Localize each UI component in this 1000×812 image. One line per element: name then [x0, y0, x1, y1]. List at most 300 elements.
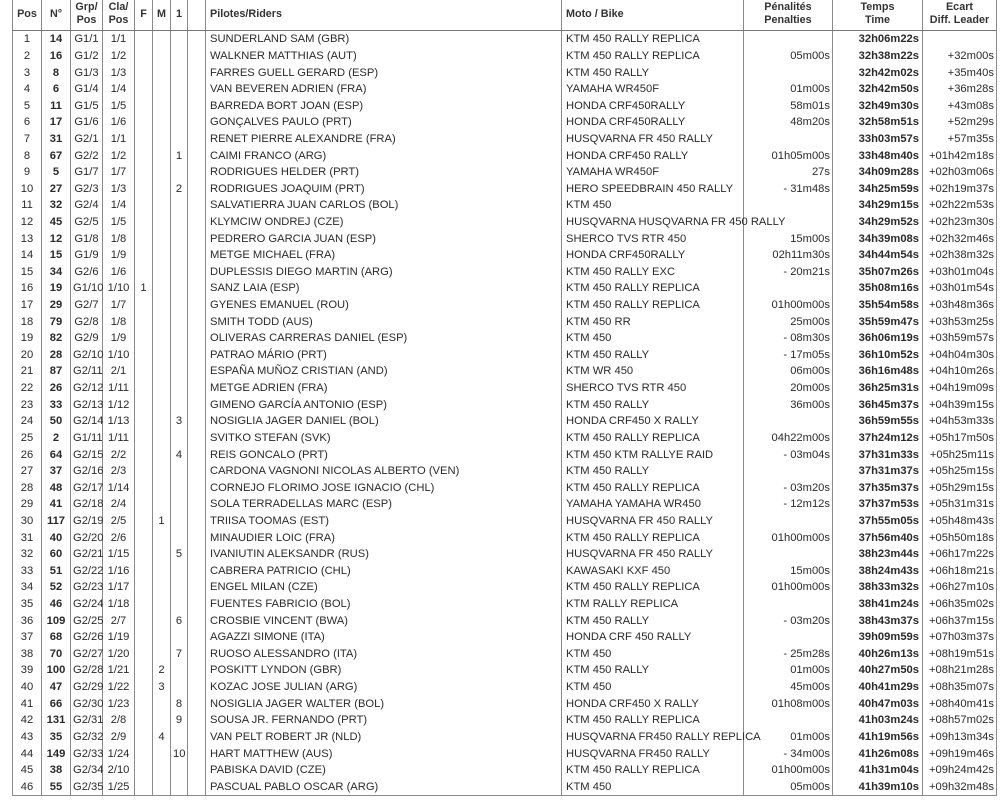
- row-m: [153, 396, 171, 413]
- row-rider: TRIISA TOOMAS (EST): [206, 513, 562, 530]
- row-penalty: 45m00s: [744, 679, 833, 696]
- row-one: [171, 214, 188, 231]
- table-row: [13, 164, 997, 181]
- table-row: [13, 546, 997, 563]
- row-penalty: [744, 712, 833, 729]
- row-one: [171, 64, 188, 81]
- row-pos: 39: [13, 662, 42, 679]
- row-rider: KOZAC JOSE JULIAN (ARG): [206, 679, 562, 696]
- row-diff-leader: +05h50m18s: [923, 529, 997, 546]
- table-row: [13, 114, 997, 131]
- row-group-pos: G2/15: [71, 446, 103, 463]
- row-group-pos: G2/28: [71, 662, 103, 679]
- row-diff-leader: +08h57m02s: [923, 712, 997, 729]
- row-pos: 35: [13, 596, 42, 613]
- row-rider: SUNDERLAND SAM (GBR): [206, 31, 562, 48]
- row-pos: 4: [13, 81, 42, 98]
- row-group-pos: G1/2: [71, 48, 103, 65]
- table-row: [13, 762, 997, 779]
- row-m: [153, 563, 171, 580]
- row-one: [171, 513, 188, 530]
- row-f: [135, 48, 153, 65]
- row-bike: KTM 450 RALLY REPLICA: [562, 430, 744, 447]
- row-time: 32h49m30s: [833, 97, 923, 114]
- table-row: [13, 446, 997, 463]
- row-bike: KTM 450 RR: [562, 313, 744, 330]
- row-group-pos: G1/4: [71, 81, 103, 98]
- row-time: 35h08m16s: [833, 280, 923, 297]
- row-bike: HERO SPEEDBRAIN 450 RALLY: [562, 180, 744, 197]
- row-m: [153, 164, 171, 181]
- row-diff-leader: +05h31m31s: [923, 496, 997, 513]
- row-time: 36h06m19s: [833, 330, 923, 347]
- row-m: [153, 529, 171, 546]
- row-pos: 15: [13, 264, 42, 281]
- row-rider: CARDONA VAGNONI NICOLAS ALBERTO (VEN): [206, 463, 562, 480]
- row-m: [153, 330, 171, 347]
- row-penalty: [744, 280, 833, 297]
- row-one: [171, 729, 188, 746]
- row-time: 41h26m08s: [833, 745, 923, 762]
- row-bike: YAMAHA YAMAHA WR450: [562, 496, 744, 513]
- row-time: 35h59m47s: [833, 313, 923, 330]
- row-time: 38h41m24s: [833, 596, 923, 613]
- row-number: 6: [42, 81, 71, 98]
- row-time: 36h25m31s: [833, 380, 923, 397]
- row-diff-leader: +52m29s: [923, 114, 997, 131]
- header-diff-leader: [923, 0, 997, 31]
- row-penalty: [744, 31, 833, 48]
- row-group-pos: G2/25: [71, 612, 103, 629]
- row-pos: 17: [13, 297, 42, 314]
- row-bike: YAMAHA WR450F: [562, 164, 744, 181]
- row-blank: [188, 97, 206, 114]
- row-m: [153, 197, 171, 214]
- row-diff-leader: +02h03m06s: [923, 164, 997, 181]
- row-bike: HUSQVARNA FR450 RALLY REPLICA: [562, 729, 744, 746]
- row-blank: [188, 629, 206, 646]
- row-f: [135, 662, 153, 679]
- row-diff-leader: +05h48m43s: [923, 513, 997, 530]
- row-bike: HONDA CRF450 X RALLY: [562, 695, 744, 712]
- row-time: 32h06m22s: [833, 31, 923, 48]
- row-number: 55: [42, 778, 71, 795]
- row-m: [153, 214, 171, 231]
- row-bike: KTM 450 RALLY: [562, 396, 744, 413]
- row-pos: 40: [13, 679, 42, 696]
- row-one: [171, 579, 188, 596]
- row-class-pos: 1/18: [103, 596, 135, 613]
- row-class-pos: 2/1: [103, 363, 135, 380]
- row-f: [135, 97, 153, 114]
- row-blank: [188, 214, 206, 231]
- row-group-pos: G2/17: [71, 479, 103, 496]
- row-f: [135, 513, 153, 530]
- row-diff-leader: +06h37m15s: [923, 612, 997, 629]
- row-penalty: [744, 546, 833, 563]
- header-number: N°: [42, 0, 71, 31]
- row-m: [153, 762, 171, 779]
- row-time: 37h56m40s: [833, 529, 923, 546]
- row-f: [135, 446, 153, 463]
- header-diff-line2: Diff. Leader: [929, 14, 990, 26]
- row-blank: [188, 131, 206, 148]
- row-one: [171, 380, 188, 397]
- table-row: [13, 31, 997, 48]
- row-group-pos: G2/8: [71, 313, 103, 330]
- row-penalty: - 12m12s: [744, 496, 833, 513]
- row-bike: HUSQVARNA HUSQVARNA FR 450 RALLY: [562, 214, 744, 231]
- row-one: [171, 347, 188, 364]
- row-number: 87: [42, 363, 71, 380]
- row-pos: 29: [13, 496, 42, 513]
- row-penalty: 02h11m30s: [744, 247, 833, 264]
- row-penalty: [744, 596, 833, 613]
- row-f: [135, 479, 153, 496]
- row-one: [171, 679, 188, 696]
- row-one: 8: [171, 695, 188, 712]
- row-diff-leader: +01h42m18s: [923, 147, 997, 164]
- header-class-pos: [103, 0, 135, 31]
- row-time: 37h35m37s: [833, 479, 923, 496]
- row-class-pos: 1/11: [103, 430, 135, 447]
- row-bike: HONDA CRF 450 RALLY: [562, 629, 744, 646]
- row-m: [153, 413, 171, 430]
- row-penalty: [744, 413, 833, 430]
- row-time: 35h54m58s: [833, 297, 923, 314]
- row-bike: KTM 450 RALLY: [562, 347, 744, 364]
- row-number: 45: [42, 214, 71, 231]
- row-blank: [188, 114, 206, 131]
- row-diff-leader: +09h24m42s: [923, 762, 997, 779]
- row-penalty: 05m00s: [744, 778, 833, 795]
- table-row: [13, 745, 997, 762]
- row-group-pos: G2/19: [71, 513, 103, 530]
- row-group-pos: G2/29: [71, 679, 103, 696]
- row-group-pos: G2/34: [71, 762, 103, 779]
- row-rider: WALKNER MATTHIAS (AUT): [206, 48, 562, 65]
- row-penalty: - 34m00s: [744, 745, 833, 762]
- row-class-pos: 1/11: [103, 380, 135, 397]
- row-f: [135, 646, 153, 663]
- row-f: [135, 214, 153, 231]
- row-time: 32h38m22s: [833, 48, 923, 65]
- row-m: [153, 380, 171, 397]
- row-m: [153, 180, 171, 197]
- row-class-pos: 2/6: [103, 529, 135, 546]
- row-group-pos: G2/11: [71, 363, 103, 380]
- row-penalty: 36m00s: [744, 396, 833, 413]
- row-penalty: 01h05m00s: [744, 147, 833, 164]
- row-one: 10: [171, 745, 188, 762]
- row-time: 36h10m52s: [833, 347, 923, 364]
- row-group-pos: G2/14: [71, 413, 103, 430]
- row-blank: [188, 778, 206, 795]
- row-time: 41h03m24s: [833, 712, 923, 729]
- row-time: 40h47m03s: [833, 695, 923, 712]
- row-time: 36h16m48s: [833, 363, 923, 380]
- row-blank: [188, 280, 206, 297]
- header-group-pos: [71, 0, 103, 31]
- row-pos: 38: [13, 646, 42, 663]
- row-one: [171, 297, 188, 314]
- header-group-pos-line1: Grp/: [75, 1, 98, 13]
- row-number: 2: [42, 430, 71, 447]
- row-penalty: 01m00s: [744, 662, 833, 679]
- row-class-pos: 1/13: [103, 413, 135, 430]
- row-penalty: - 03m04s: [744, 446, 833, 463]
- row-blank: [188, 529, 206, 546]
- row-diff-leader: +04h10m26s: [923, 363, 997, 380]
- row-number: 41: [42, 496, 71, 513]
- header-m: M: [153, 0, 171, 31]
- results-table: [12, 0, 997, 796]
- row-class-pos: 1/5: [103, 214, 135, 231]
- row-one: 7: [171, 646, 188, 663]
- table-row: [13, 479, 997, 496]
- header-group-pos-line2: Pos: [76, 14, 97, 26]
- row-time: 40h41m29s: [833, 679, 923, 696]
- row-group-pos: G2/7: [71, 297, 103, 314]
- row-f: [135, 230, 153, 247]
- row-rider: HART MATTHEW (AUS): [206, 745, 562, 762]
- row-blank: [188, 164, 206, 181]
- row-diff-leader: +05h29m15s: [923, 479, 997, 496]
- row-diff-leader: +08h21m28s: [923, 662, 997, 679]
- row-rider: SMITH TODD (AUS): [206, 313, 562, 330]
- row-penalty: 27s: [744, 164, 833, 181]
- row-f: [135, 563, 153, 580]
- row-bike: KTM 450 RALLY REPLICA: [562, 297, 744, 314]
- row-class-pos: 1/15: [103, 546, 135, 563]
- row-one: [171, 264, 188, 281]
- row-number: 109: [42, 612, 71, 629]
- row-time: 40h26m13s: [833, 646, 923, 663]
- row-class-pos: 2/2: [103, 446, 135, 463]
- row-blank: [188, 479, 206, 496]
- row-blank: [188, 446, 206, 463]
- row-number: 5: [42, 164, 71, 181]
- table-body: [13, 31, 997, 796]
- row-pos: 10: [13, 180, 42, 197]
- row-blank: [188, 330, 206, 347]
- row-one: [171, 48, 188, 65]
- row-rider: SALVATIERRA JUAN CARLOS (BOL): [206, 197, 562, 214]
- row-class-pos: 2/7: [103, 612, 135, 629]
- table-row: [13, 230, 997, 247]
- row-diff-leader: +02h23m30s: [923, 214, 997, 231]
- row-f: [135, 729, 153, 746]
- row-bike: YAMAHA WR450F: [562, 81, 744, 98]
- row-f: [135, 745, 153, 762]
- row-diff-leader: +04h39m15s: [923, 396, 997, 413]
- row-f: [135, 496, 153, 513]
- row-one: [171, 164, 188, 181]
- row-f: [135, 396, 153, 413]
- table-row: [13, 297, 997, 314]
- row-diff-leader: +05h25m15s: [923, 463, 997, 480]
- row-penalty: 15m00s: [744, 230, 833, 247]
- row-rider: PABISKA DAVID (CZE): [206, 762, 562, 779]
- row-group-pos: G2/13: [71, 396, 103, 413]
- row-blank: [188, 396, 206, 413]
- row-f: [135, 612, 153, 629]
- row-group-pos: G1/11: [71, 430, 103, 447]
- row-class-pos: 2/9: [103, 729, 135, 746]
- table-row: [13, 347, 997, 364]
- row-one: [171, 529, 188, 546]
- row-m: [153, 596, 171, 613]
- row-penalty: - 31m48s: [744, 180, 833, 197]
- header-time-line2: Time: [864, 14, 890, 26]
- row-group-pos: G1/1: [71, 31, 103, 48]
- row-blank: [188, 64, 206, 81]
- row-class-pos: 1/9: [103, 330, 135, 347]
- row-m: [153, 147, 171, 164]
- header-class-pos-line2: Pos: [108, 14, 129, 26]
- row-pos: 36: [13, 612, 42, 629]
- row-blank: [188, 180, 206, 197]
- row-one: 6: [171, 612, 188, 629]
- row-number: 149: [42, 745, 71, 762]
- table-row: [13, 579, 997, 596]
- row-group-pos: G2/22: [71, 563, 103, 580]
- header-row: [13, 0, 997, 31]
- row-m: [153, 81, 171, 98]
- row-rider: PEDRERO GARCIA JUAN (ESP): [206, 230, 562, 247]
- row-diff-leader: +08h19m51s: [923, 646, 997, 663]
- row-blank: [188, 745, 206, 762]
- row-penalty: 15m00s: [744, 563, 833, 580]
- row-class-pos: 1/12: [103, 396, 135, 413]
- table-row: [13, 778, 997, 795]
- row-class-pos: 1/1: [103, 131, 135, 148]
- row-diff-leader: +02h38m32s: [923, 247, 997, 264]
- row-rider: KLYMCIW ONDREJ (CZE): [206, 214, 562, 231]
- row-blank: [188, 546, 206, 563]
- row-diff-leader: +35m40s: [923, 64, 997, 81]
- row-group-pos: G2/35: [71, 778, 103, 795]
- row-rider: GONÇALVES PAULO (PRT): [206, 114, 562, 131]
- row-class-pos: 1/10: [103, 347, 135, 364]
- row-pos: 45: [13, 762, 42, 779]
- row-one: [171, 247, 188, 264]
- row-penalty: 20m00s: [744, 380, 833, 397]
- row-diff-leader: +06h18m21s: [923, 563, 997, 580]
- row-f: [135, 81, 153, 98]
- row-number: 100: [42, 662, 71, 679]
- row-m: [153, 31, 171, 48]
- row-f: [135, 264, 153, 281]
- table-row: [13, 629, 997, 646]
- row-class-pos: 1/19: [103, 629, 135, 646]
- row-bike: KTM 450 RALLY REPLICA: [562, 579, 744, 596]
- row-group-pos: G2/24: [71, 596, 103, 613]
- row-bike: KTM 450 RALLY REPLICA: [562, 762, 744, 779]
- row-number: 11: [42, 97, 71, 114]
- row-f: [135, 164, 153, 181]
- row-rider: RUOSO ALESSANDRO (ITA): [206, 646, 562, 663]
- row-f: [135, 430, 153, 447]
- row-diff-leader: +02h19m37s: [923, 180, 997, 197]
- row-group-pos: G2/10: [71, 347, 103, 364]
- row-rider: SOUSA JR. FERNANDO (PRT): [206, 712, 562, 729]
- row-f: [135, 197, 153, 214]
- row-diff-leader: +07h03m37s: [923, 629, 997, 646]
- row-group-pos: G2/31: [71, 712, 103, 729]
- table-row: [13, 313, 997, 330]
- row-pos: 12: [13, 214, 42, 231]
- header-f: F: [135, 0, 153, 31]
- row-group-pos: G2/12: [71, 380, 103, 397]
- row-diff-leader: +03h01m54s: [923, 280, 997, 297]
- row-diff-leader: +36m28s: [923, 81, 997, 98]
- row-pos: 43: [13, 729, 42, 746]
- row-f: [135, 31, 153, 48]
- row-group-pos: G2/30: [71, 695, 103, 712]
- row-blank: [188, 430, 206, 447]
- row-pos: 21: [13, 363, 42, 380]
- row-bike: HUSQVARNA FR450 RALLY: [562, 745, 744, 762]
- row-m: [153, 264, 171, 281]
- row-group-pos: G1/8: [71, 230, 103, 247]
- table-row: [13, 214, 997, 231]
- row-blank: [188, 81, 206, 98]
- row-f: [135, 64, 153, 81]
- row-m: [153, 612, 171, 629]
- row-rider: NOSIGLIA JAGER WALTER (BOL): [206, 695, 562, 712]
- table-row: [13, 513, 997, 530]
- row-one: [171, 230, 188, 247]
- row-f: [135, 778, 153, 795]
- table-row: [13, 363, 997, 380]
- row-group-pos: G2/5: [71, 214, 103, 231]
- row-bike: KTM 450 RALLY REPLICA: [562, 712, 744, 729]
- row-m: 4: [153, 729, 171, 746]
- row-f: [135, 347, 153, 364]
- row-pos: 30: [13, 513, 42, 530]
- row-number: 48: [42, 479, 71, 496]
- row-bike: HONDA CRF450 X RALLY: [562, 413, 744, 430]
- row-pos: 3: [13, 64, 42, 81]
- row-m: [153, 131, 171, 148]
- row-time: 32h42m02s: [833, 64, 923, 81]
- header-one: 1: [171, 0, 188, 31]
- row-f: [135, 313, 153, 330]
- row-class-pos: 1/8: [103, 230, 135, 247]
- row-group-pos: G2/21: [71, 546, 103, 563]
- row-rider: METGE ADRIEN (FRA): [206, 380, 562, 397]
- row-group-pos: G2/3: [71, 180, 103, 197]
- row-diff-leader: +03h53m25s: [923, 313, 997, 330]
- row-diff-leader: +02h22m53s: [923, 197, 997, 214]
- row-time: 34h44m54s: [833, 247, 923, 264]
- row-bike: SHERCO TVS RTR 450: [562, 230, 744, 247]
- row-penalty: - 03m20s: [744, 479, 833, 496]
- row-one: [171, 563, 188, 580]
- row-pos: 7: [13, 131, 42, 148]
- row-f: [135, 131, 153, 148]
- row-group-pos: G2/9: [71, 330, 103, 347]
- row-one: [171, 778, 188, 795]
- row-pos: 2: [13, 48, 42, 65]
- header-pos: Pos: [13, 0, 42, 31]
- row-pos: 41: [13, 695, 42, 712]
- row-penalty: 48m20s: [744, 114, 833, 131]
- row-blank: [188, 662, 206, 679]
- table-row: [13, 48, 997, 65]
- row-f: [135, 529, 153, 546]
